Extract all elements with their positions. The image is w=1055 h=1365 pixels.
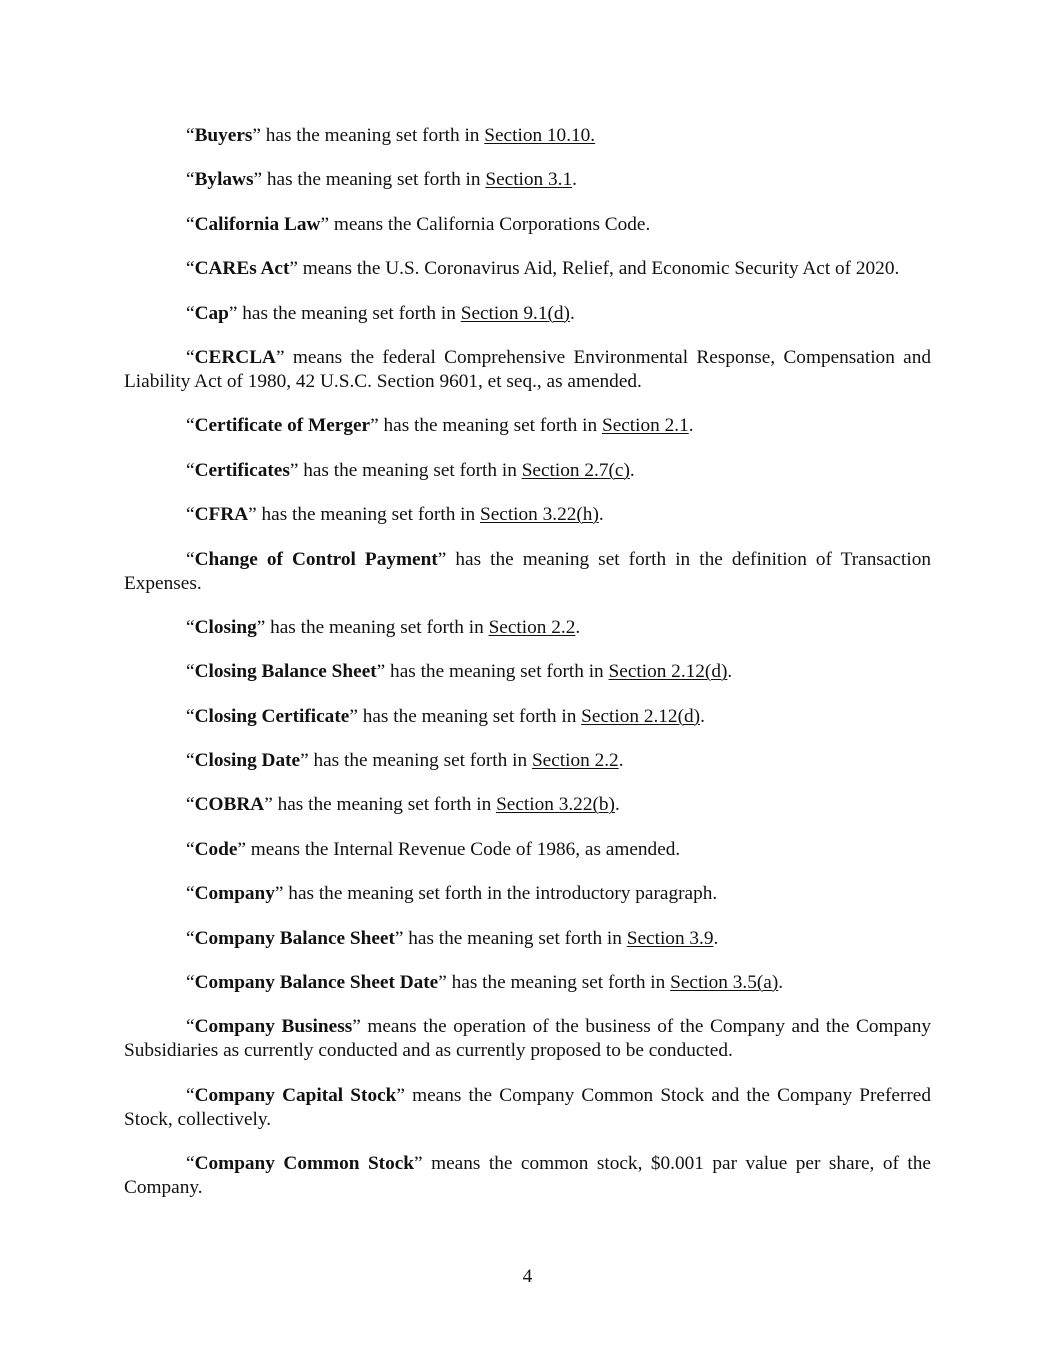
definition-closing: “Closing” has the meaning set forth in Section 2.2. xyxy=(186,616,581,638)
defined-term: Company Balance Sheet Date xyxy=(194,972,439,994)
defined-term: COBRA xyxy=(194,794,265,816)
defined-term: Closing Balance Sheet xyxy=(194,661,377,683)
defined-term: Closing xyxy=(194,616,257,638)
section-reference: Section 2.2 xyxy=(488,616,576,638)
definition-cares-act: “CAREs Act” means the U.S. Coronavirus Aid, Relief, and Economic Security Act of 2020. xyxy=(186,258,900,280)
definitions-page xyxy=(124,124,931,1221)
defined-term: California Law xyxy=(194,213,321,235)
defined-term: Company xyxy=(194,883,275,905)
section-reference: Section 3.5(a) xyxy=(670,972,779,994)
defined-term: Certificates xyxy=(194,459,290,481)
defined-term: Company Balance Sheet xyxy=(194,927,395,949)
definition-company-balance-sheet: “Company Balance Sheet” has the meaning set forth in Section 3.9. xyxy=(186,927,719,949)
section-reference: Section 3.9 xyxy=(626,927,714,949)
defined-term: Closing Date xyxy=(194,750,301,772)
defined-term: Code xyxy=(194,838,238,860)
defined-term: Certificate of Merger xyxy=(194,415,371,437)
definition-closing-date: “Closing Date” has the meaning set forth in Section 2.2. xyxy=(186,750,624,772)
definition-company-balance-sheet-date: “Company Balance Sheet Date” has the meaning set forth in Section 3.5(a). xyxy=(186,972,784,994)
defined-term: CFRA xyxy=(194,504,249,526)
definition-certificates: “Certificates” has the meaning set forth in Section 2.7(c). xyxy=(186,459,635,481)
section-reference: Section 2.7(c) xyxy=(521,459,630,481)
definition-buyers: “Buyers” has the meaning set forth in Section 10.10. xyxy=(186,125,596,146)
section-reference: Section 2.2 xyxy=(531,750,619,772)
definition-change-of-control-payment: “Change of Control Payment” has the meaning set forth in the definition of Transaction Expenses. xyxy=(124,548,931,594)
definition-company: “Company” has the meaning set forth in the introductory paragraph. xyxy=(186,883,718,905)
defined-term: Company Common Stock xyxy=(194,1153,415,1175)
section-reference: Section 3.1 xyxy=(485,169,573,191)
defined-term: Bylaws xyxy=(194,169,254,191)
defined-term: Change of Control Payment xyxy=(194,548,438,570)
definition-certificate-of-merger: “Certificate of Merger” has the meaning set forth in Section 2.1. xyxy=(186,415,694,437)
defined-term: CERCLA xyxy=(194,346,276,368)
defined-term: Company Capital Stock xyxy=(194,1084,397,1106)
section-reference: Section 3.22(h) xyxy=(479,504,599,526)
definition-company-capital-stock: “Company Capital Stock” means the Company Common Stock and the Company Preferred Stock, collectively. xyxy=(124,1084,931,1130)
definition-cobra: “COBRA” has the meaning set forth in Section 3.22(b). xyxy=(186,794,620,816)
definition-cercla: “CERCLA” means the federal Comprehensive Environmental Response, Compensation and Liability Act of 1980, 42 U.S.C. Section 9601, et seq., as amended. xyxy=(124,346,931,392)
definition-company-common-stock: “Company Common Stock” means the common stock, $0.001 par value per share, of the Company. xyxy=(124,1153,931,1199)
definition-closing-balance-sheet: “Closing Balance Sheet” has the meaning set forth in Section 2.12(d). xyxy=(186,661,733,683)
defined-term: Closing Certificate xyxy=(194,705,350,727)
definition-cap: “Cap” has the meaning set forth in Section 9.1(d). xyxy=(186,302,575,324)
definition-california-law: “California Law” means the California Corporations Code. xyxy=(186,213,651,235)
section-reference: Section 2.12(d) xyxy=(608,661,728,683)
section-reference: Section 10.10. xyxy=(484,125,596,146)
section-reference: Section 9.1(d) xyxy=(460,302,570,324)
section-reference: Section 2.1 xyxy=(601,415,689,437)
definition-code: “Code” means the Internal Revenue Code of 1986, as amended. xyxy=(186,838,681,860)
definition-closing-certificate: “Closing Certificate” has the meaning set forth in Section 2.12(d). xyxy=(186,705,705,727)
defined-term: Company Business xyxy=(194,1016,353,1038)
defined-term: CAREs Act xyxy=(194,258,290,280)
defined-term: Cap xyxy=(194,302,229,324)
section-reference: Section 3.22(b) xyxy=(496,794,615,816)
page-number: 4 xyxy=(522,1266,533,1287)
defined-term: Buyers xyxy=(194,125,253,146)
section-reference: Section 2.12(d) xyxy=(581,705,701,727)
definition-bylaws: “Bylaws” has the meaning set forth in Section 3.1. xyxy=(186,169,577,191)
definition-company-business: “Company Business” means the operation of the business of the Company and the Company Subsidiaries as currently conducted and as currently proposed to be conducted. xyxy=(124,1016,931,1062)
definition-cfra: “CFRA” has the meaning set forth in Section 3.22(h). xyxy=(186,504,604,526)
